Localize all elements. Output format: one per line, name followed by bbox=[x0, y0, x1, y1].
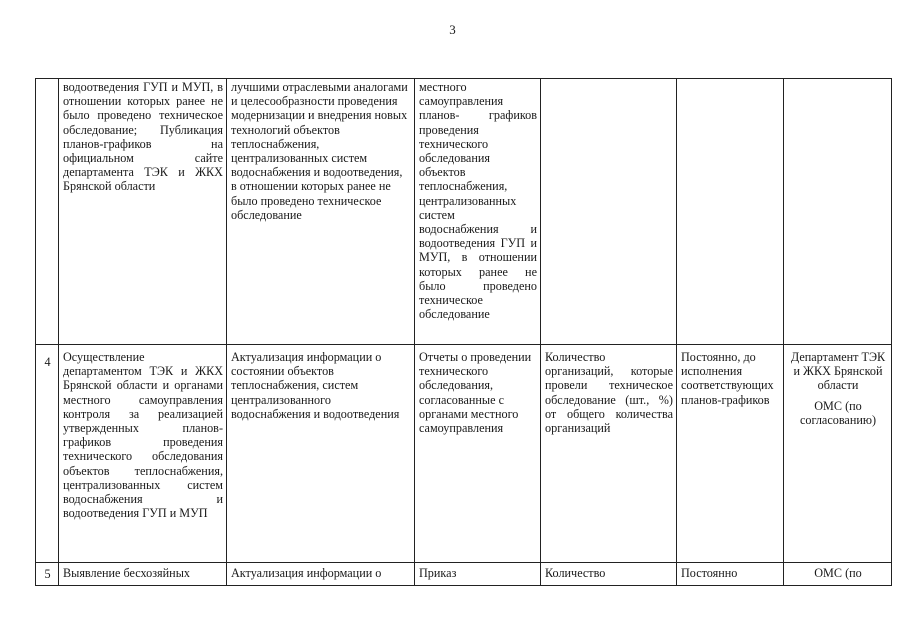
plan-table bbox=[35, 78, 892, 586]
indicator-cell bbox=[541, 79, 677, 345]
indicator-cell: Количество организаций, которые провели техническое обследование (шт., %) от общего количества организаций bbox=[541, 345, 677, 563]
result-cell: Отчеты о проведении технического обследования, согласованные с органами местного самоуправления bbox=[415, 345, 541, 563]
goal-cell: Актуализация информации о состоянии объектов теплоснабжения, систем централизованного водоснабжения и водоотведения bbox=[227, 345, 415, 563]
responsible-line: ОМС (по согласованию) bbox=[799, 398, 877, 427]
page-number: 3 bbox=[449, 22, 456, 37]
row-number: 4 bbox=[36, 345, 59, 563]
responsible-line: Департамент ТЭК и ЖКХ Брянской области bbox=[790, 350, 886, 393]
activity-cell: Выявление бесхозяйных bbox=[59, 563, 227, 586]
result-cell: местного самоуправления планов- графиков проведения технического обследования объектов теплоснабжения, централизованных систем водоснабжения и водоотведения ГУП и МУП, в отношении которых ранее не было проведено техническое обследование bbox=[415, 79, 541, 345]
activity-cell: водоотведения ГУП и МУП, в отношении которых ранее не было проведено техническое обследование; Публикация планов-графиков на официальном сайте департамента ТЭК и ЖКХ Брянской области bbox=[59, 79, 227, 345]
table-row bbox=[36, 345, 892, 563]
deadline-cell bbox=[677, 79, 784, 345]
table-row bbox=[36, 79, 892, 345]
goal-cell: лучшими отраслевыми аналогами и целесообразности проведения модернизации и внедрения новых технологий объектов теплоснабжения, централизованных систем водоснабжения и водоотведения, в отношении которых ранее не было проведено техническое обследование bbox=[227, 79, 415, 345]
deadline-cell: Постоянно, до исполнения соответствующих планов-графиков bbox=[677, 345, 784, 563]
responsible-cell bbox=[784, 563, 892, 586]
activity-cell: Осуществление департаментом ТЭК и ЖКХ Брянской области и органами местного самоуправления контроля за реализацией утвержденных планов-графиков проведения технического обследования объектов теплоснабжения, централизованных систем водоснабжения и водоотведения ГУП и МУП bbox=[59, 345, 227, 563]
indicator-cell: Количество bbox=[541, 563, 677, 586]
table-row bbox=[36, 563, 892, 586]
responsible-cell bbox=[784, 345, 892, 563]
responsible-line: ОМС (по bbox=[814, 566, 862, 580]
row-number bbox=[36, 79, 59, 345]
deadline-cell: Постоянно bbox=[677, 563, 784, 586]
result-cell: Приказ bbox=[415, 563, 541, 586]
goal-cell: Актуализация информации о bbox=[227, 563, 415, 586]
row-number: 5 bbox=[36, 563, 59, 586]
responsible-cell bbox=[784, 79, 892, 345]
